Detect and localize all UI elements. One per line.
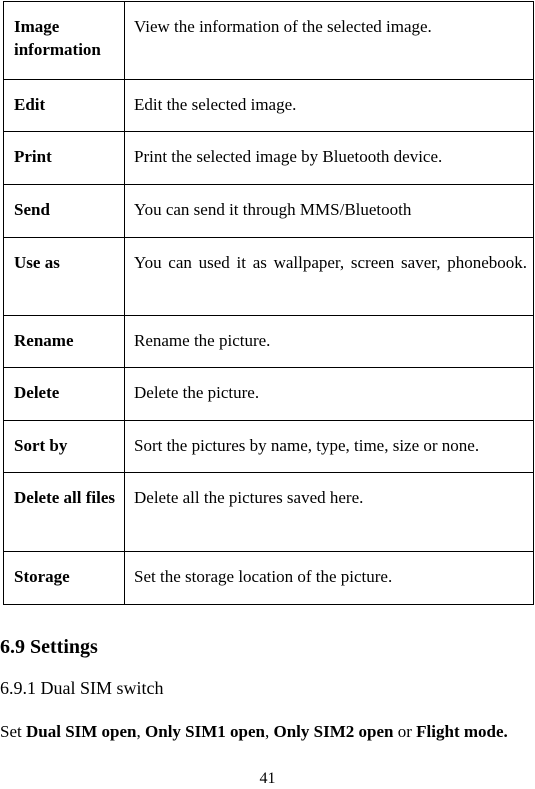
option-description: You can send it through MMS/Bluetooth <box>125 185 534 238</box>
option-description: Set the storage location of the picture. <box>125 552 534 605</box>
option-term: Delete <box>4 368 125 421</box>
section-heading: 6.9 Settings <box>0 636 98 658</box>
table-row <box>4 132 534 185</box>
option-term: Image information <box>4 2 125 80</box>
option-description: Print the selected image by Bluetooth device. <box>125 132 534 185</box>
table-row <box>4 473 534 552</box>
option-only-sim1-open: Only SIM1 open <box>145 722 265 741</box>
option-dual-sim-open: Dual SIM open <box>25 722 137 741</box>
option-description: Rename the picture. <box>125 316 534 368</box>
option-term: Rename <box>4 316 125 368</box>
table-row <box>4 552 534 605</box>
table-row <box>4 80 534 132</box>
option-description: Delete the picture. <box>125 368 534 421</box>
option-term: Delete all files <box>4 473 125 552</box>
page-number: 41 <box>259 770 276 787</box>
table-row <box>4 421 534 473</box>
paragraph-text: or <box>393 722 417 741</box>
dual-sim-paragraph <box>0 719 526 744</box>
option-term: Use as <box>4 238 125 316</box>
option-term: Print <box>4 132 125 185</box>
option-description: Delete all the pictures saved here. <box>125 473 534 552</box>
option-description: You can used it as wallpaper, screen saver, phonebook. <box>125 238 534 316</box>
options-table <box>3 1 534 605</box>
option-term: Storage <box>4 552 125 605</box>
subsection-heading: 6.9.1 Dual SIM switch <box>0 678 164 698</box>
paragraph-text: Set <box>0 722 26 741</box>
table-row <box>4 2 534 80</box>
table-row <box>4 368 534 421</box>
option-description: Edit the selected image. <box>125 80 534 132</box>
option-description: View the information of the selected image. <box>125 2 534 80</box>
option-term: Edit <box>4 80 125 132</box>
option-description: Sort the pictures by name, type, time, size or none. <box>125 421 534 473</box>
table-row <box>4 238 534 316</box>
table-row <box>4 316 534 368</box>
option-term: Sort by <box>4 421 125 473</box>
table-row <box>4 185 534 238</box>
option-term: Send <box>4 185 125 238</box>
paragraph-text: , <box>136 722 146 741</box>
option-flight-mode: Flight mode. <box>416 722 508 741</box>
paragraph-text: , <box>265 722 274 741</box>
option-only-sim2-open: Only SIM2 open <box>273 722 394 741</box>
